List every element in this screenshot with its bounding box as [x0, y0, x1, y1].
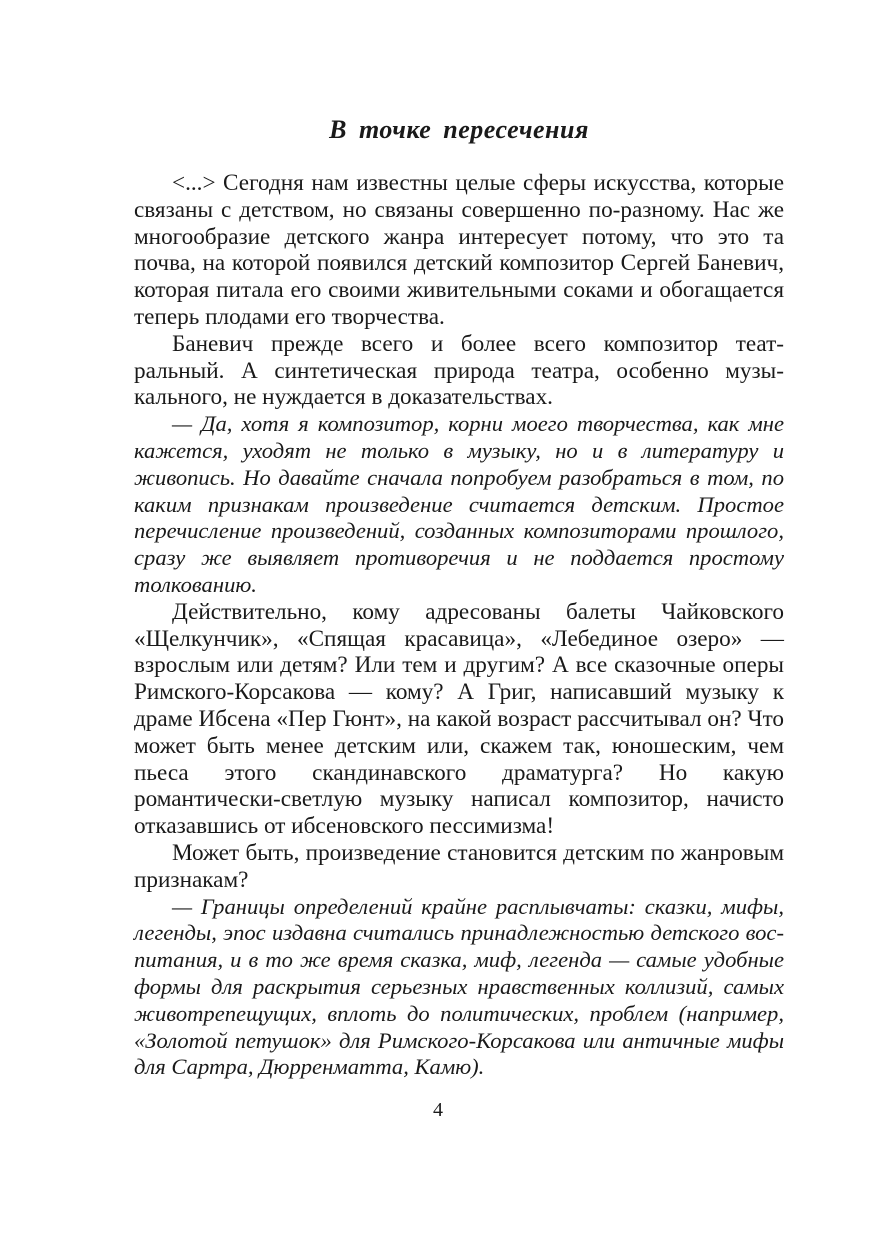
quote-composer-roots: — Да, хотя я композитор, корни моего творчества, как мне кажется, уходят не только в музыку, но и в литературу и живопись. Но давайте сначала попробуем разобраться в том, по каким признакам произведение считается детским. Простое перечисление произведений, созданных композиторами прошлого, сразу же выявляет противоречия и не поддается простому толкованию.	[134, 411, 784, 597]
page-body	[134, 112, 784, 1081]
page-number: 4	[433, 1099, 443, 1121]
paragraph-genre-question: Может быть, произведение становится детским по жанровым признакам?	[134, 839, 784, 893]
paragraph-intro: <...> Сегодня нам известны целые сферы искусства, которые связаны с детством, но связаны совершенно по-разному. Нас же многообразие детского жанра интересует потому, что это та почва, на которой появился детский композитор Сергей Баневич, которая питала его своими живительными соками и обогащается теперь плодами его творчества.	[134, 170, 784, 330]
paragraph-theatrical: Баневич прежде всего и более всего композитор театральный. А синтетическая природа театра, особенно музыкального, не нуждается в доказательствах.	[134, 330, 784, 411]
page-title: В точке пересечения	[329, 115, 589, 144]
paragraph-tchaikovsky: Действительно, кому адресованы балеты Чайковского «Щелкунчик», «Спящая красавица», «Лебединое озеро» — взрослым или детям? Или тем и другим? А все сказочные оперы Римского-Корсакова — кому? А Григ, написавший музыку к драме Ибсена «Пер Гюнт», на какой возраст рассчитывал он? Что может быть менее детским или, скажем так, юношеским, чем пьеса этого скандинавского драматурга? Но какую романтически-светлую музыку написал композитор, начисто отказавшись от ибсеновского пессимизма!	[134, 598, 784, 840]
quote-genre-boundaries: — Границы определений крайне расплывчаты: сказки, мифы, легенды, эпос издавна считались принадлежностью детского воспитания, и в то же время сказка, миф, легенда — самые удобные формы для раскрытия серьезных нравственных коллизий, самых животрепещущих, вплоть до политических, проблем (например, «Золотой петушок» для Римского-Корсакова или античные мифы для Сартра, Дюрренматта, Камю).	[134, 893, 784, 1080]
